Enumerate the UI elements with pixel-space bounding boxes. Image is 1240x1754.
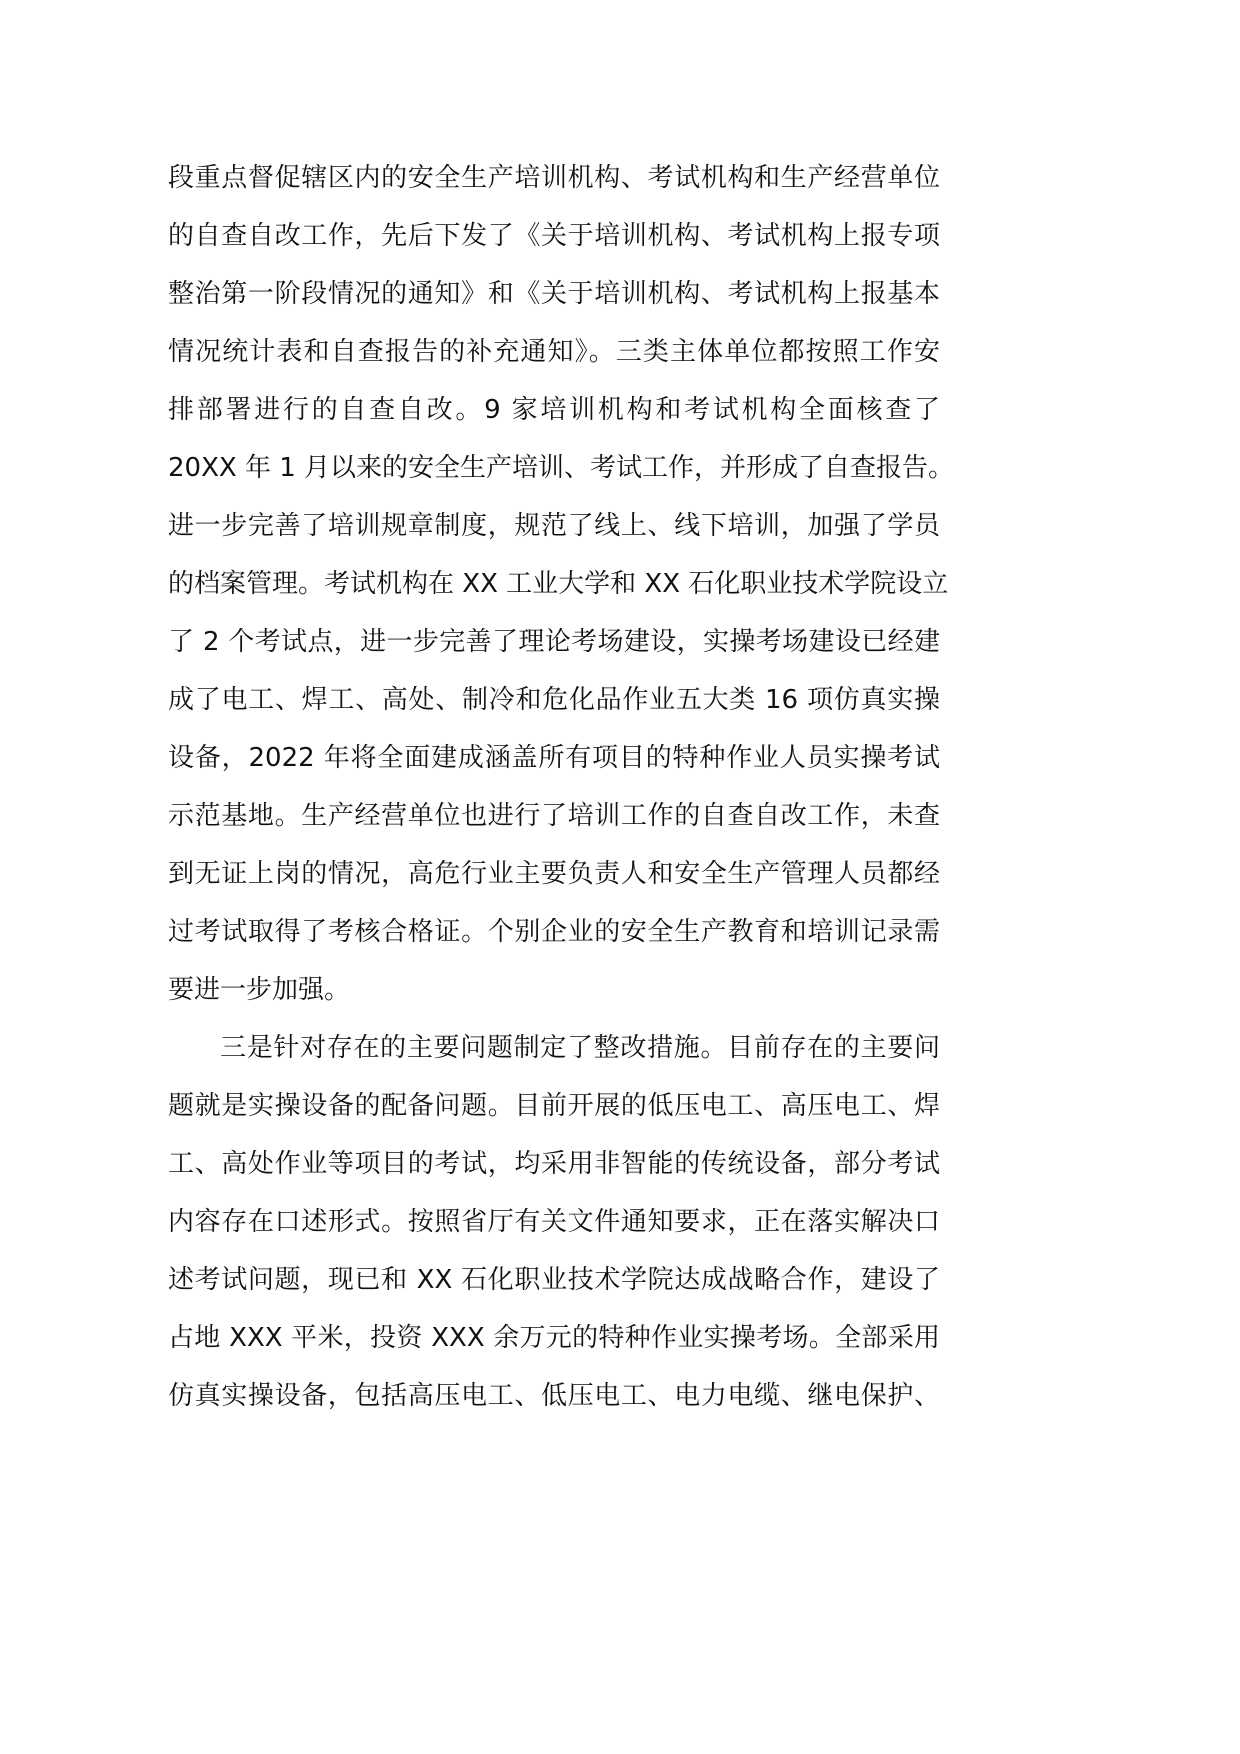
body-text [168,149,955,1425]
text-line: 占地 XXX 平米，投资 XXX 余万元的特种作业实操考场。全部采用 [168,1323,940,1353]
text-line: 了 2 个考试点，进一步完善了理论考场建设，实操考场建设已经建 [168,627,940,657]
text-line: 的自查自改工作，先后下发了《关于培训机构、考试机构上报专项 [168,221,940,251]
text-line: 过考试取得了考核合格证。个别企业的安全生产教育和培训记录需 [168,917,940,947]
paragraph-1 [168,149,955,1019]
text-line: 设备，2022 年将全面建成涵盖所有项目的特种作业人员实操考试 [168,743,940,773]
text-line: 述考试问题，现已和 XX 石化职业技术学院达成战略合作，建设了 [168,1265,940,1295]
text-line: 20XX 年 1 月以来的安全生产培训、考试工作，并形成了自查报告。 [168,453,955,483]
text-line: 进一步完善了培训规章制度，规范了线上、线下培训，加强了学员 [168,511,940,541]
text-line: 整治第一阶段情况的通知》和《关于培训机构、考试机构上报基本 [168,279,940,309]
text-line: 到无证上岗的情况，高危行业主要负责人和安全生产管理人员都经 [168,859,940,889]
text-line: 的档案管理。考试机构在 XX 工业大学和 XX 石化职业技术学院设立 [168,569,949,599]
text-line: 排部署进行的自查自改。9 家培训机构和考试机构全面核查了 [168,395,940,425]
text-line: 成了电工、焊工、高处、制冷和危化品作业五大类 16 项仿真实操 [168,685,940,715]
text-line: 三是针对存在的主要问题制定了整改措施。目前存在的主要问 [220,1033,940,1063]
text-line: 工、高处作业等项目的考试，均采用非智能的传统设备，部分考试 [168,1149,940,1179]
paragraph-2 [168,1019,940,1425]
text-line: 情况统计表和自查报告的补充通知》。三类主体单位都按照工作安 [168,337,940,367]
text-line: 要进一步加强。 [168,975,351,1005]
text-line: 示范基地。生产经营单位也进行了培训工作的自查自改工作，未查 [168,801,940,831]
text-line: 仿真实操设备，包括高压电工、低压电工、电力电缆、继电保护、 [168,1381,940,1411]
text-line: 题就是实操设备的配备问题。目前开展的低压电工、高压电工、焊 [168,1091,940,1121]
text-line: 段重点督促辖区内的安全生产培训机构、考试机构和生产经营单位 [168,163,940,193]
text-line: 内容存在口述形式。按照省厅有关文件通知要求，正在落实解决口 [168,1207,940,1237]
